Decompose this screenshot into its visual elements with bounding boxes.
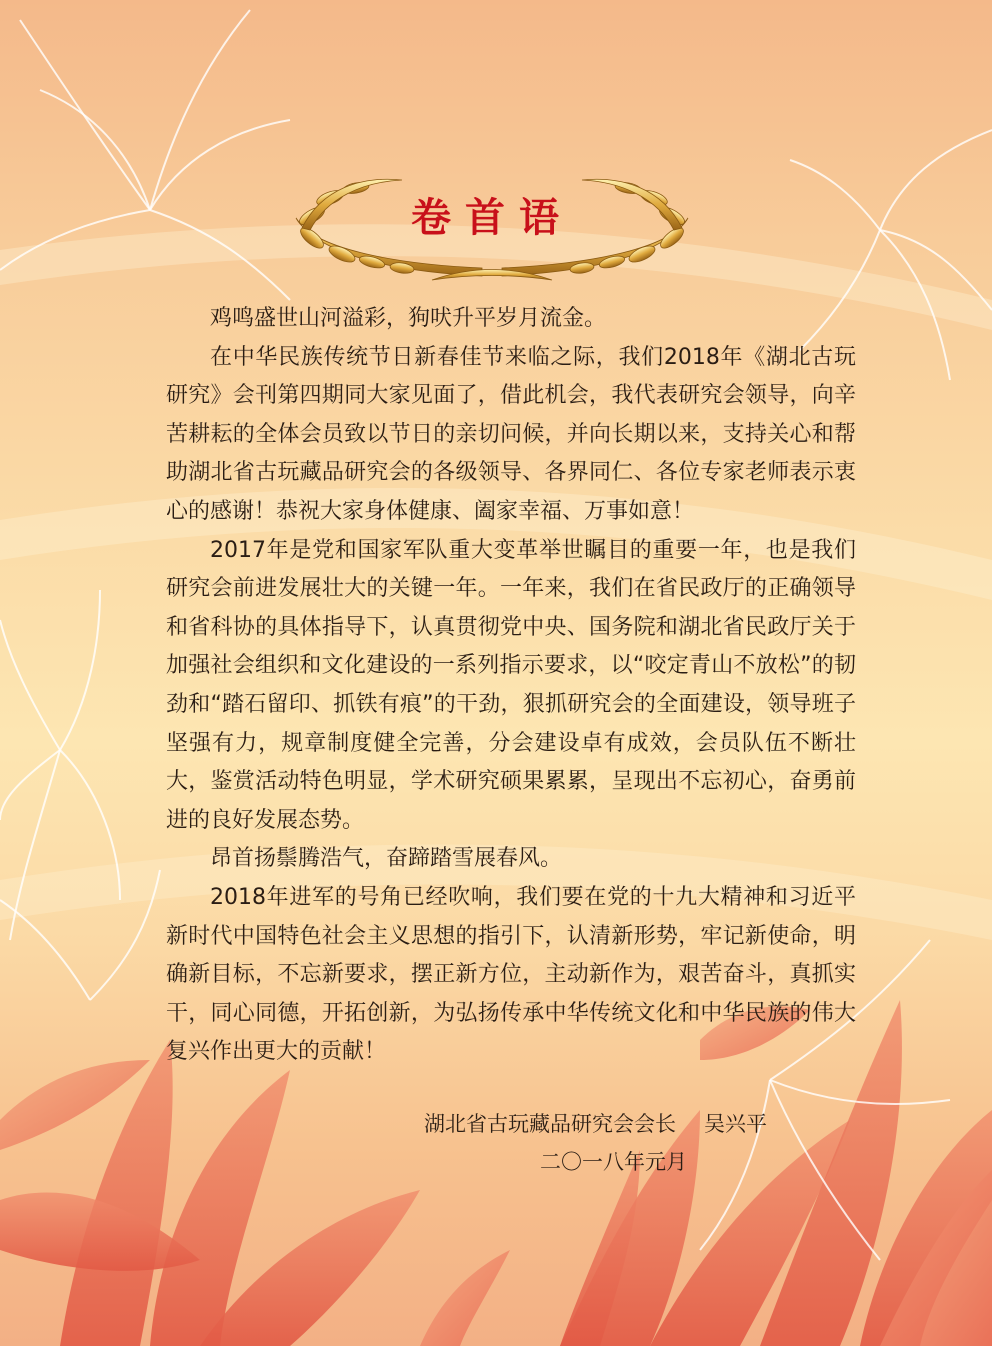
signature: [424, 1108, 767, 1138]
paragraph: 2017年是党和国家军队重大变革举世瞩目的重要一年，也是我们研究会前进发展壮大的关键一年。一年来，我们在省民政厅的正确领导和省科协的具体指导下，认真贯彻党中央、国务院和湖北省民政厅关于加强社会组织和文化建设的一系列指示要求，以“咬定青山不放松”的韧劲和“踏石留印、抓铁有痕”的干劲，狠抓研究会的全面建设，领导班子坚强有力，规章制度健全完善，分会建设卓有成效，会员队伍不断壮大，鉴赏活动特色明显，学术研究硕果累累，呈现出不忘初心，奋勇前进的良好发展态势。: [166, 537, 856, 833]
title-banner: [282, 168, 702, 288]
paragraph: 在中华民族传统节日新春佳节来临之际，我们2018年《湖北古玩研究》会刊第四期同大家见面了，借此机会，我代表研究会领导，向辛苦耕耘的全体会员致以节日的亲切问候，并向长期以来，支持关心和帮助湖北省古玩藏品研究会的各级领导、各界同仁、各位专家老师表示衷心的感谢！恭祝大家身体健康、阖家幸福、万事如意！: [166, 344, 856, 524]
paragraph: 昂首扬鬃腾浩气，奋蹄踏雪展春风。: [210, 846, 563, 872]
page-title: 卷首语: [411, 194, 573, 241]
paragraph: 鸡鸣盛世山河溢彩，狗吠升平岁月流金。: [210, 306, 607, 331]
signature-date: 二〇一八年元月: [540, 1150, 687, 1174]
paragraph: 2018年进军的号角已经吹响，我们要在党的十九大精神和习近平新时代中国特色社会主义思想的指引下，认清新形势，牢记新使命，明确新目标，不忘新要求，摆正新方位，主动新作为，艰苦奋斗，真抓实干，同心同德，开拓创新，为弘扬传承中华传统文化和中华民族的伟大复兴作出更大的贡献！: [166, 884, 856, 1065]
signature-title: 湖北省古玩藏品研究会会长: [424, 1112, 676, 1136]
signature-name: 吴兴平: [704, 1112, 767, 1136]
article-body: [166, 300, 856, 1072]
